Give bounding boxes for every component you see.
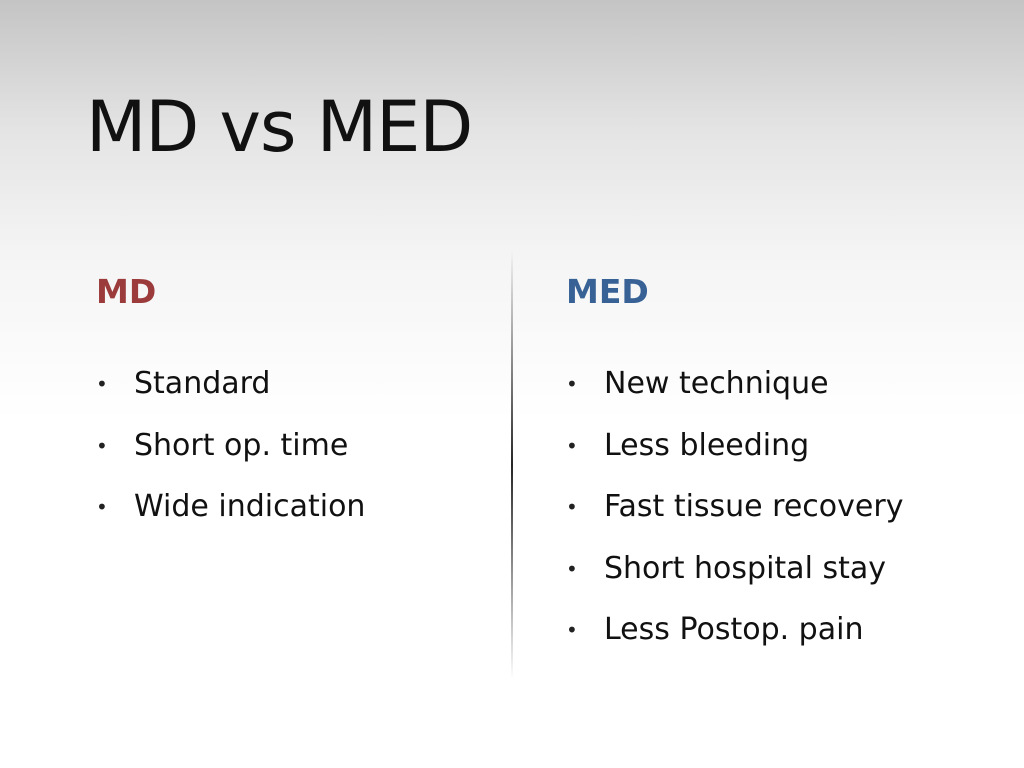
bullet-text: Fast tissue recovery [604,489,904,524]
bullet-icon: • [96,433,108,458]
bullet-icon: • [96,372,108,396]
md-heading: MD [96,272,157,311]
bullet-icon: • [566,495,578,519]
md-column [96,272,516,524]
med-heading: MED [566,272,649,311]
bullet-icon: • [96,495,108,519]
slide-title: MD vs MED [86,86,473,168]
bullet-text: Short op. time [134,427,349,463]
bullet-icon: • [566,618,578,642]
bullet-icon: • [566,556,578,581]
bullet-text: Wide indication [134,489,366,524]
bullet-text: Less Postop. pain [604,612,864,647]
bullet-icon: • [566,372,578,396]
bullet-text: Standard [134,366,271,401]
med-column [566,272,986,647]
bullet-text: Short hospital stay [604,550,886,586]
bullet-text: Less bleeding [604,427,810,463]
column-divider [511,250,513,680]
bullet-icon: • [566,433,578,458]
bullet-text: New technique [604,366,829,401]
